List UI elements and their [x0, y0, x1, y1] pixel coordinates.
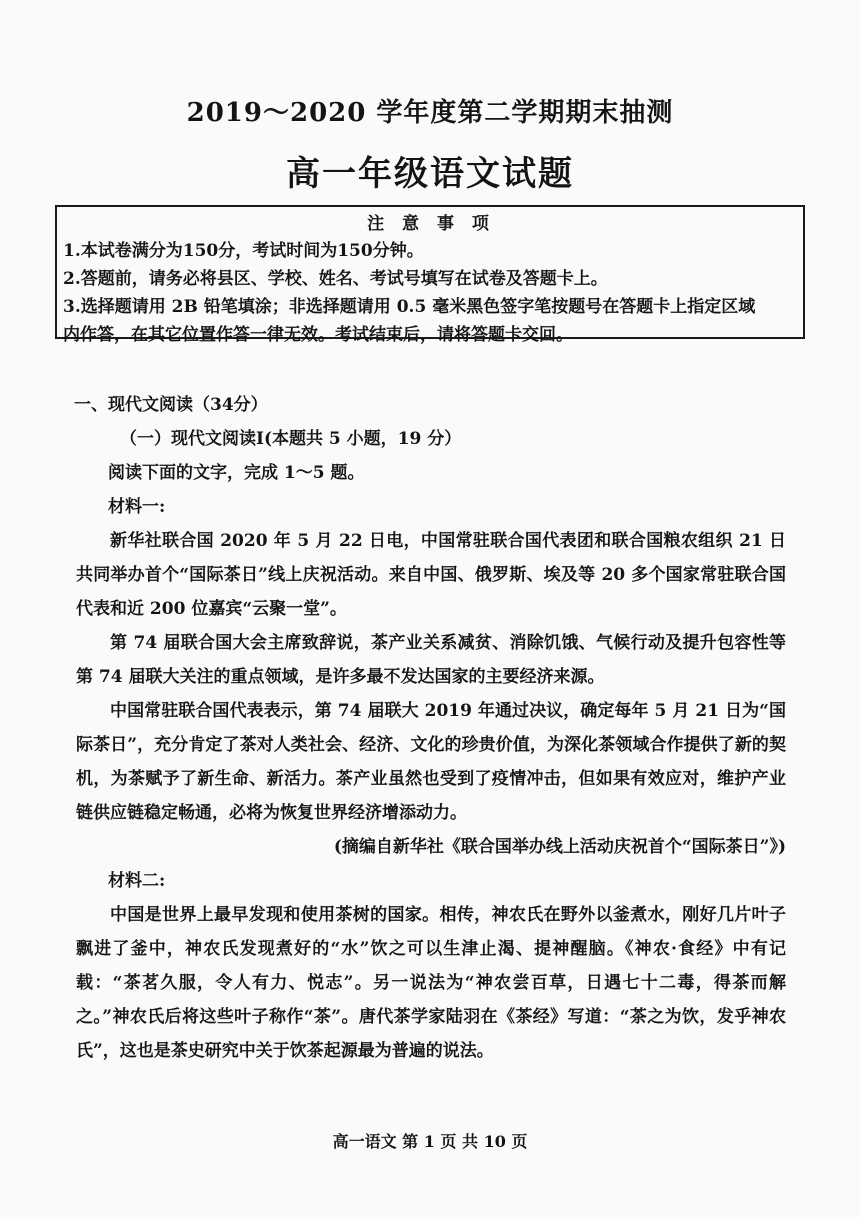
notice-box — [55, 205, 805, 345]
reading-section — [76, 388, 786, 1068]
notice-title: 注 意 事 项 — [367, 214, 495, 234]
material-2-paragraph: 中国是世界上最早发现和使用茶树的国家。相传，神农氏在野外以釜煮水，刚好几片叶子飘进了釜中，神农氏发现煮好的“水”饮之可以生津止渴、提神醒脑。《神农·食经》中有记载：“茶茗久服，令人有力、悦志”。另一说法为“神农尝百草，日遇七十二毒，得茶而解之。”神农氏后将这些叶子称作“茶”。唐代茶学家陆羽在《茶经》写道：“茶之为饮，发乎神农氏”，这也是茶史研究中关于饮茶起源最为普遍的说法。 — [76, 905, 786, 1061]
notice-item-3: 3.选择题请用 2B 铅笔填涂；非选择题请用 0.5 毫米黑色签字笔按题号在答题卡上指定区域 — [63, 297, 756, 317]
notice-item-2: 2.答题前，请务必将县区、学校、姓名、考试号填写在试卷及答题卡上。 — [63, 269, 608, 289]
material-1-paragraph: 中国常驻联合国代表表示，第 74 届联大 2019 年通过决议，确定每年 5 月 21 日为“国际茶日”，充分肯定了茶对人类社会、经济、文化的珍贵价值，为深化茶领域合作提供了新的契机，为茶赋予了新生命、新活力。茶产业虽然也受到了疫情冲击，但如果有效应对，维护产业链供应链稳定畅通，必将为恢复世界经济增添动力。 — [76, 701, 786, 823]
material-1-paragraph: 新华社联合国 2020 年 5 月 22 日电，中国常驻联合国代表团和联合国粮农组织 21 日共同举办首个“国际茶日”线上庆祝活动。来自中国、俄罗斯、埃及等 20 多个国家常驻联合国代表和近 200 位嘉宾“云聚一堂”。 — [76, 531, 786, 619]
exam-term-title: 2019～2020 学年度第二学期期末抽测 — [186, 98, 674, 128]
notice-item-3-continued: 内作答，在其它位置作答一律无效。考试结束后，请将答题卡交回。 — [63, 325, 573, 345]
material-2-label: 材料二: — [108, 871, 166, 891]
subsection-heading: （一）现代文阅读Ⅰ(本题共 5 小题，19 分） — [120, 429, 462, 449]
exam-subject-title: 高一年级语文试题 — [286, 154, 574, 194]
notice-item-1: 1.本试卷满分为150分，考试时间为150分钟。 — [63, 241, 424, 261]
section-heading: 一、现代文阅读（34分） — [74, 395, 268, 415]
page-footer: 高一语文 第 1 页 共 10 页 — [332, 1132, 528, 1151]
material-1-source: (摘编自新华社《联合国举办线上活动庆祝首个“国际茶日”》) — [333, 837, 786, 857]
material-1-paragraph: 第 74 届联合国大会主席致辞说，茶产业关系减贫、消除饥饿、气候行动及提升包容性等第 74 届联大关注的重点领域，是许多最不发达国家的主要经济来源。 — [76, 633, 786, 687]
material-1-label: 材料一: — [108, 497, 166, 517]
instruction-text: 阅读下面的文字，完成 1～5 题。 — [108, 463, 365, 483]
